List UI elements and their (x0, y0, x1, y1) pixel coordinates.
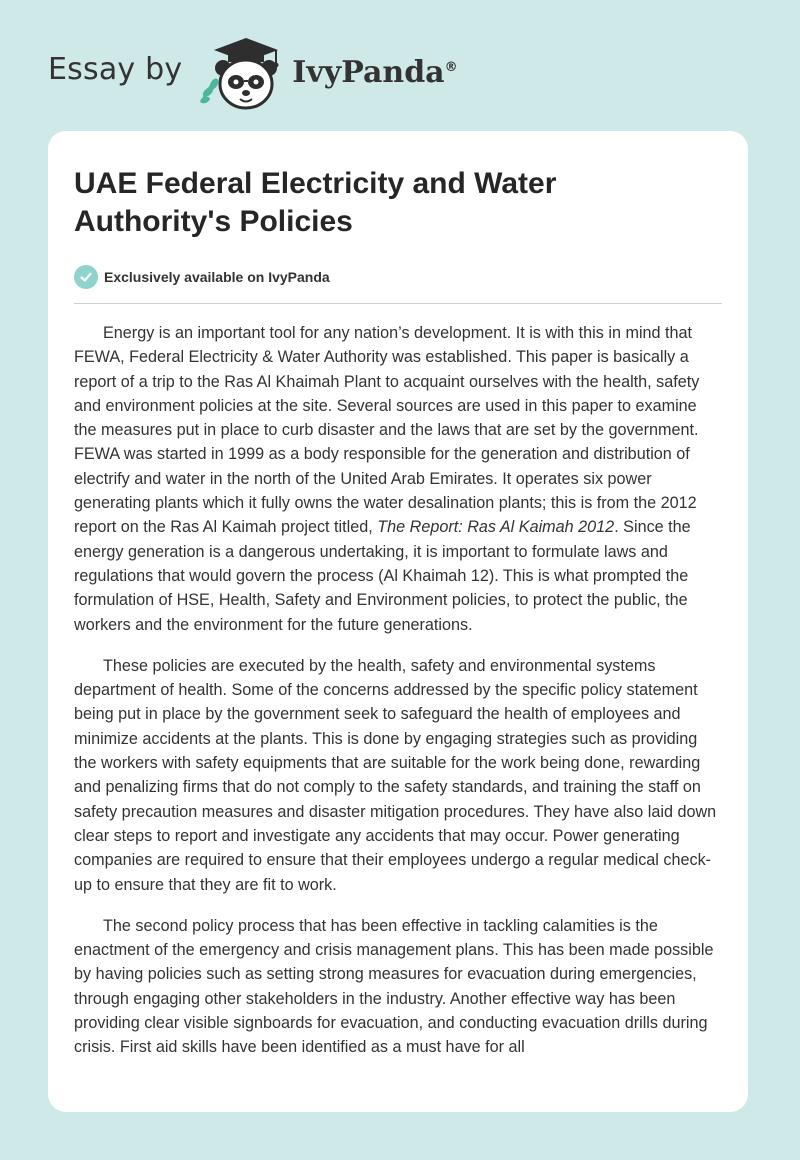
panda-logo-icon[interactable] (196, 32, 286, 112)
exclusive-badge (74, 265, 330, 289)
paragraph-3: The second policy process that has been effective in tackling calamities is the enactment of the emergency and crisis management plans. This has been made possible by having policies such as setting strong measures for evacuation during emergencies, through engaging other stakeholders in the industry. Another effective way has been providing clear visible signboards for evacuation, and conducting evacuation drills during crisis. First aid skills have been identified as a must have for all (74, 916, 714, 1057)
essay-by-label: Essay by (48, 51, 183, 87)
check-icon (74, 265, 98, 289)
essay-body (74, 321, 722, 1077)
site-header (48, 28, 458, 116)
report-title-italic: The Report: Ras Al Kaimah 2012 (377, 518, 615, 537)
paragraph-1: Energy is an important tool for any nation’s development. It is with this in mind that FEWA, Federal Electricity & Water Authority was established. This paper is basically a report of a trip to the Ras Al Khaimah Plant to acquaint ourselves with the health, safety and environment policies at the site. Several sources are used in this paper to examine the measures put in place to curb disaster and the laws that are set by the government. FEWA was started in 1999 as a body responsible for the generation and distribution of electrify and water in the north of the United Arab Emirates. It operates six power generating plants which it fully owns the water desalination plants; this is from the 2012 report on the Ras Al Kaimah project titled, The Report: Ras Al Kaimah 2012. Since the energy generation is a dangerous undertaking, it is important to formulate laws and regulations that would govern the process (Al Khaimah 12). This is what prompted the formulation of HSE, Health, Safety and Environment policies, to protect the public, the workers and the environment for the future generations. (74, 324, 700, 634)
brand-name[interactable]: IvyPanda® (292, 54, 458, 90)
paragraph-2: These policies are executed by the health, safety and environmental systems department of health. Some of the concerns addressed by the specific policy statement being put in place by the government seek to safeguard the health of employees and minimize accidents at the plants. This is done by engaging strategies such as providing the workers with safety equipments that are suitable for the work being done, rewarding and penalizing firms that do not comply to the safety standards, and training the staff on safety precaution measures and disaster mitigation procedures. They have also laid down clear steps to report and investigate any accidents that may occur. Power generating companies are required to ensure that their employees undergo a regular medical check-up to ensure that they are fit to work. (74, 656, 717, 894)
essay-card (48, 131, 748, 1112)
divider (74, 303, 722, 304)
exclusive-badge-text: Exclusively available on IvyPanda (104, 269, 330, 285)
registered-mark: ® (444, 59, 458, 75)
essay-title: UAE Federal Electricity and Water Authority's Policies (74, 167, 557, 238)
